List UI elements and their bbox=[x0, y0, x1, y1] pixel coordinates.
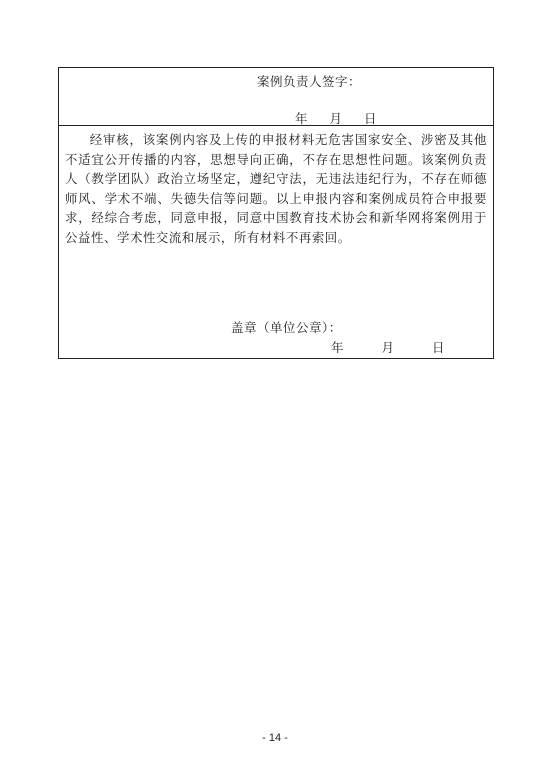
review-statement: 经审核，该案例内容及上传的申报材料无危害国家安全、涉密及其他不适宜公开传播的内容，思想导向正确，不存在思想性问题。该案例负责人（教学团队）政治立场坚定，遵纪守法，无违法违纪行为，不存在师德师风、学术不端、失德失信等问题。以上申报内容和案例成员符合申报要求，经综合考虑，同意申报，同意中国教育技术协会和新华网将案例用于公益性、学术性交流和展示，所有材料不再索回。 bbox=[65, 132, 487, 245]
declaration-form-table bbox=[58, 67, 494, 359]
signature-label: 案例负责人签字： bbox=[257, 74, 362, 89]
signature-date-year: 年 bbox=[295, 111, 308, 126]
stamp-date-year: 年 bbox=[331, 340, 344, 355]
stamp-date-month: 月 bbox=[381, 340, 395, 355]
stamp-label: 盖章（单位公章）： bbox=[231, 320, 342, 335]
stamp-date-day: 日 bbox=[432, 340, 445, 355]
signature-date-month: 月 bbox=[329, 111, 343, 126]
page-number: - 14 - bbox=[262, 732, 288, 744]
signature-date bbox=[295, 109, 377, 127]
stamp-date bbox=[331, 338, 445, 356]
signature-date-day: 日 bbox=[364, 111, 377, 126]
review-row bbox=[59, 126, 493, 358]
signature-row bbox=[59, 68, 493, 126]
